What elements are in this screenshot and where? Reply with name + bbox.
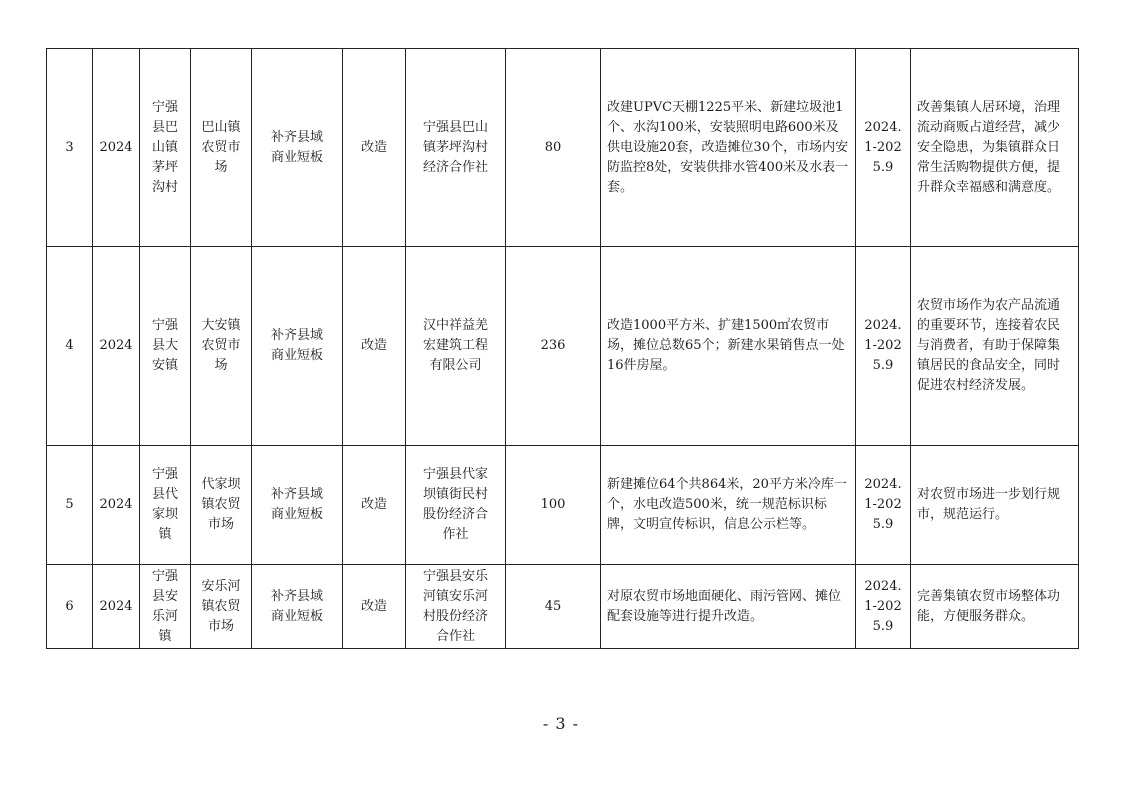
cell-project: 安乐河 镇农贸 市场 [191, 565, 252, 649]
cell-unit: 宁强县代家 坝镇街民村 股份经济合 作社 [406, 446, 506, 565]
cell-category: 补齐县域 商业短板 [252, 247, 343, 446]
cell-content: 新建摊位64个共864米，20平方米冷库一个，水电改造500米，统一规范标识标牌，文明宣传标识，信息公示栏等。 [601, 446, 856, 565]
cell-unit: 宁强县安乐 河镇安乐河 村股份经济 合作社 [406, 565, 506, 649]
cell-project: 代家坝 镇农贸 市场 [191, 446, 252, 565]
table-row [47, 49, 1079, 247]
cell-unit: 宁强县巴山 镇茅坪沟村 经济合作社 [406, 49, 506, 247]
cell-period: 2024. 1-202 5.9 [856, 247, 911, 446]
cell-content: 改造1000平方米、扩建1500㎡农贸市场，摊位总数65个；新建水果销售点一处16件房屋。 [601, 247, 856, 446]
cell-no: 6 [47, 565, 93, 649]
cell-location: 宁强 县代 家坝 镇 [140, 446, 191, 565]
cell-period: 2024. 1-202 5.9 [856, 49, 911, 247]
cell-year: 2024 [93, 446, 140, 565]
cell-year: 2024 [93, 49, 140, 247]
cell-benefit: 完善集镇农贸市场整体功能，方便服务群众。 [911, 565, 1079, 649]
cell-amount: 236 [506, 247, 601, 446]
cell-benefit: 对农贸市场进一步划行规市，规范运行。 [911, 446, 1079, 565]
cell-category: 补齐县域 商业短板 [252, 565, 343, 649]
table-row [47, 446, 1079, 565]
cell-category: 补齐县域 商业短板 [252, 446, 343, 565]
cell-amount: 45 [506, 565, 601, 649]
cell-type: 改造 [343, 565, 406, 649]
cell-year: 2024 [93, 565, 140, 649]
cell-benefit: 农贸市场作为农产品流通的重要环节，连接着农民与消费者，有助于保障集镇居民的食品安全，同时促进农村经济发展。 [911, 247, 1079, 446]
cell-content: 对原农贸市场地面硬化、雨污管网、摊位配套设施等进行提升改造。 [601, 565, 856, 649]
cell-amount: 100 [506, 446, 601, 565]
cell-location: 宁强 县安 乐河 镇 [140, 565, 191, 649]
cell-no: 4 [47, 247, 93, 446]
cell-project: 巴山镇 农贸市 场 [191, 49, 252, 247]
cell-benefit: 改善集镇人居环境，治理流动商贩占道经营，减少安全隐患，为集镇群众日常生活购物提供方便，提升群众幸福感和满意度。 [911, 49, 1079, 247]
cell-no: 5 [47, 446, 93, 565]
cell-content: 改建UPVC天棚1225平米、新建垃圾池1个、水沟100米，安装照明电路600米及供电设施20套，改造摊位30个，市场内安防监控8处，安装供排水管400米及水表一套。 [601, 49, 856, 247]
cell-year: 2024 [93, 247, 140, 446]
table-row [47, 565, 1079, 649]
project-table [46, 48, 1079, 649]
cell-location: 宁强 县巴 山镇 茅坪 沟村 [140, 49, 191, 247]
cell-project: 大安镇 农贸市 场 [191, 247, 252, 446]
cell-unit: 汉中祥益羌 宏建筑工程 有限公司 [406, 247, 506, 446]
page-number: - 3 - [542, 714, 580, 733]
cell-type: 改造 [343, 49, 406, 247]
cell-period: 2024. 1-202 5.9 [856, 446, 911, 565]
cell-no: 3 [47, 49, 93, 247]
cell-type: 改造 [343, 247, 406, 446]
cell-location: 宁强 县大 安镇 [140, 247, 191, 446]
cell-category: 补齐县域 商业短板 [252, 49, 343, 247]
cell-amount: 80 [506, 49, 601, 247]
table-row [47, 247, 1079, 446]
cell-type: 改造 [343, 446, 406, 565]
cell-period: 2024. 1-202 5.9 [856, 565, 911, 649]
